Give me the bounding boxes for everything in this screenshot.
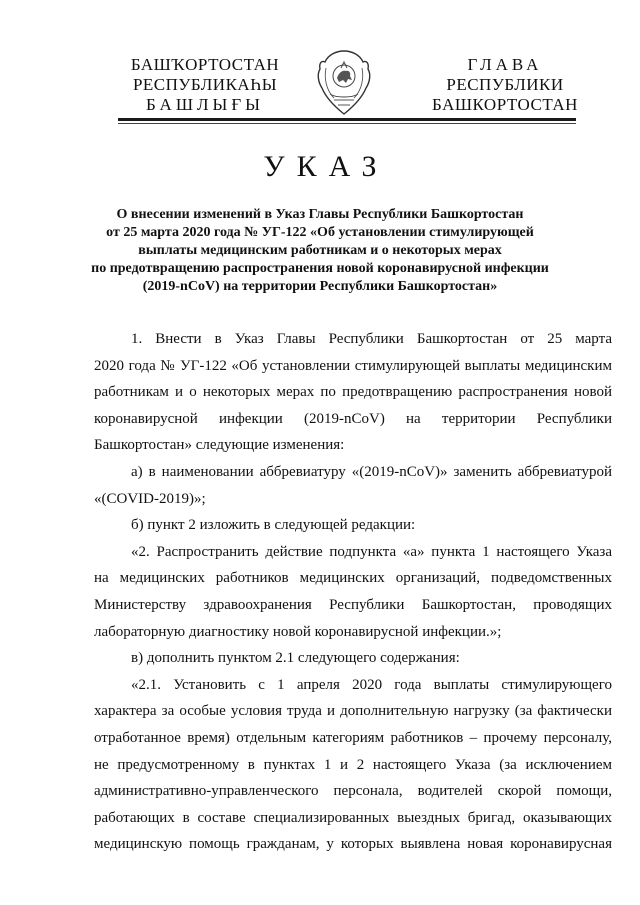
title-line: выплаты медицинским работникам и о некоторых мерах bbox=[138, 243, 502, 258]
letterhead-bashkir-line-3: БАШЛЫҒЫ bbox=[146, 95, 264, 114]
bashkortostan-coat-of-arms-icon bbox=[316, 48, 372, 118]
body-line: не предусмотренному в пунктах 1 и 2 настоящего Указа (за исключением bbox=[94, 756, 612, 773]
letterhead-bashkir-line-1: БАШҠОРТОСТАН bbox=[130, 55, 280, 74]
title-line: от 25 марта 2020 года № УГ-122 «Об установлении стимулирующей bbox=[106, 225, 534, 240]
title-line: (2019-nCoV) на территории Республики Башкортостан» bbox=[142, 279, 498, 294]
body-line: Башкортостан» следующие изменения: bbox=[94, 437, 345, 454]
title-line: по предотвращению распространения новой коронавирусной инфекции bbox=[91, 261, 549, 276]
body-line: лабораторную диагностику новой коронавирусной инфекции.»; bbox=[94, 623, 502, 640]
letterhead-bashkir bbox=[105, 55, 305, 115]
body-line: отработанное время) отдельным категориям работников – прочему персоналу, bbox=[94, 729, 612, 746]
body-line: «2.1. Установить с 1 апреля 2020 года выплаты стимулирующего bbox=[131, 676, 612, 693]
body-line: на медицинских работников медицинских организаций, подведомственных bbox=[94, 570, 612, 587]
document-body bbox=[94, 326, 612, 858]
letterhead-divider-thin bbox=[118, 123, 576, 124]
body-line: 1. Внести в Указ Главы Республики Башкортостан от 25 марта bbox=[131, 331, 612, 347]
letterhead-russian-line-2: РЕСПУБЛИКИ bbox=[446, 75, 564, 94]
body-line: работникам и о некоторых мерах по предотвращению распространения новой bbox=[94, 384, 612, 401]
body-line: 2020 года № УГ-122 «Об установлении стимулирующей выплаты медицинским bbox=[94, 357, 612, 374]
body-line: работающих в составе специализированных выездных бригад, оказывающих bbox=[94, 809, 612, 826]
letterhead-divider-thick bbox=[118, 118, 576, 121]
body-line: Министерству здравоохранения Республики Башкортостан, проводящих bbox=[94, 596, 612, 613]
letterhead-russian-line-1: ГЛАВА bbox=[467, 55, 543, 74]
body-line: в) дополнить пунктом 2.1 следующего содержания: bbox=[131, 650, 460, 667]
body-line: «(COVID-2019)»; bbox=[94, 490, 206, 507]
document-title bbox=[90, 206, 550, 296]
letterhead-russian-line-3: БАШКОРТОСТАН bbox=[432, 95, 578, 114]
body-line: б) пункт 2 изложить в следующей редакции: bbox=[131, 517, 416, 534]
body-line: медицинскую помощь гражданам, у которых выявлена новая коронавирусная bbox=[94, 836, 612, 853]
letterhead-bashkir-line-2: РЕСПУБЛИКАҺЫ bbox=[132, 75, 278, 94]
body-line: «2. Распространить действие подпункта «а» пункта 1 настоящего Указа bbox=[131, 543, 612, 560]
title-line: О внесении изменений в Указ Главы Республики Башкортостан bbox=[116, 207, 524, 222]
document-type-heading: УКАЗ bbox=[263, 150, 389, 183]
body-line: коронавирусной инфекции (2019-nCoV) на территории Республики bbox=[94, 410, 612, 427]
body-line: а) в наименовании аббревиатуру «(2019-nCoV)» заменить аббревиатурой bbox=[131, 463, 612, 480]
body-line: административно-управленческого персонала, водителей скорой помощи, bbox=[94, 783, 612, 800]
letterhead-russian bbox=[405, 55, 605, 115]
body-line: характера за особые условия труда и дополнительную нагрузку (за фактически bbox=[94, 703, 612, 720]
